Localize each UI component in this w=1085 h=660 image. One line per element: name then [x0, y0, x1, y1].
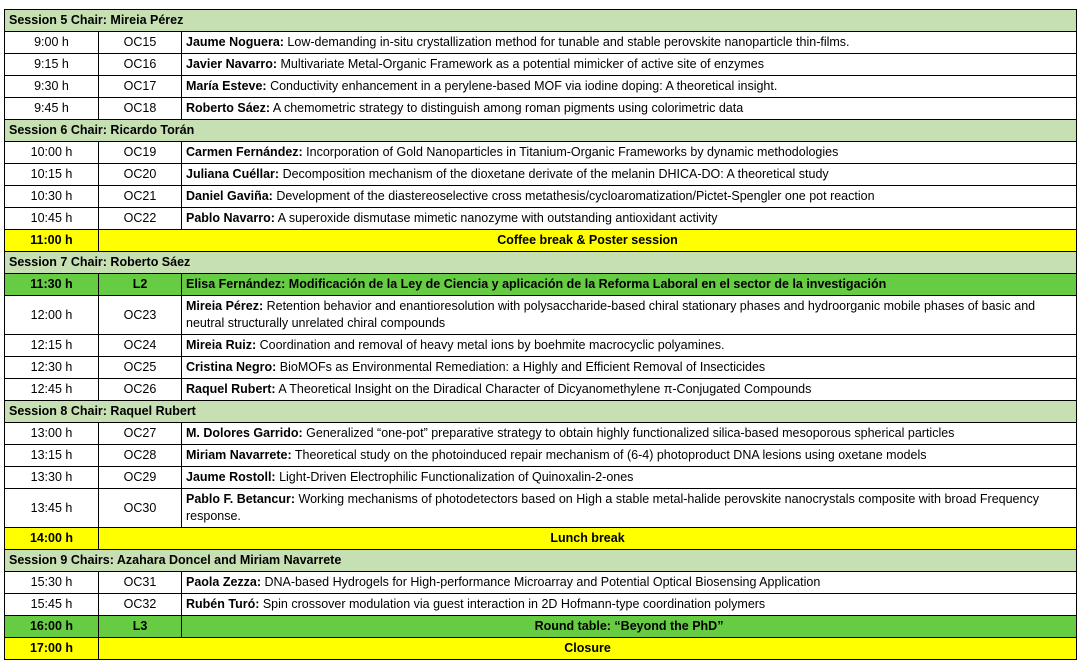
talk-speaker: Paola Zezza: — [186, 575, 262, 589]
talk-row — [5, 594, 1077, 616]
talk-title: Development of the diastereoselective cross metathesis/cycloaromatization/Pictet-Spengler one pot reaction — [272, 189, 875, 203]
talk-row — [5, 445, 1077, 467]
talk-cell — [182, 32, 1077, 54]
talk-speaker: Mireia Ruiz: — [186, 338, 257, 352]
talk-title: Theoretical study on the photoinduced repair mechanism of (6-4) photoproduct DNA lesions using oxetane models — [291, 448, 927, 462]
talk-cell — [182, 142, 1077, 164]
talk-title: Generalized “one-pot” preparative strategy to obtain highly functionalized silica-based mesoporous spherical particles — [302, 426, 955, 440]
talk-cell — [182, 379, 1077, 401]
talk-time: 13:15 h — [5, 445, 99, 467]
talk-row — [5, 572, 1077, 594]
lecture-title: Round table: “Beyond the PhD” — [182, 616, 1077, 638]
talk-cell — [182, 489, 1077, 528]
talk-title: Multivariate Metal-Organic Framework as a potential mimicker of active site of enzymes — [277, 57, 765, 71]
talk-title: A Theoretical Insight on the Diradical Character of Dicyanomethylene π-Conjugated Compounds — [275, 382, 812, 396]
talk-speaker: Raquel Rubert: — [186, 382, 276, 396]
lecture-title: Elisa Fernández: Modificación de la Ley de Ciencia y aplicación de la Reforma Laboral en el sector de la investigación — [182, 274, 1077, 296]
talk-cell — [182, 335, 1077, 357]
talk-row — [5, 54, 1077, 76]
talk-row — [5, 76, 1077, 98]
talk-title: Light-Driven Electrophilic Functionalization of Quinoxalin-2-ones — [275, 470, 634, 484]
talk-time: 10:45 h — [5, 208, 99, 230]
session-header-row — [5, 10, 1077, 32]
lecture-code: L2 — [99, 274, 182, 296]
talk-time: 10:15 h — [5, 164, 99, 186]
talk-speaker: Miriam Navarrete: — [186, 448, 292, 462]
talk-speaker: María Esteve: — [186, 79, 267, 93]
schedule-table — [4, 9, 1077, 660]
talk-speaker: Carmen Fernández: — [186, 145, 303, 159]
talk-code: OC29 — [99, 467, 182, 489]
session-header-row — [5, 252, 1077, 274]
talk-code: OC19 — [99, 142, 182, 164]
schedule-table-wrapper — [4, 9, 1077, 660]
talk-speaker: Rubén Turó: — [186, 597, 260, 611]
talk-cell — [182, 594, 1077, 616]
talk-row — [5, 379, 1077, 401]
talk-cell — [182, 54, 1077, 76]
talk-time: 15:30 h — [5, 572, 99, 594]
talk-code: OC26 — [99, 379, 182, 401]
talk-title: Retention behavior and enantioresolution with polysaccharide-based chiral stationary phases and hydroorganic mobile phases of basic and neutral structurally unrelated chiral compounds — [186, 299, 1036, 330]
talk-row — [5, 208, 1077, 230]
break-time: 11:00 h — [5, 230, 99, 252]
talk-title: Low-demanding in-situ crystallization method for tunable and stable perovskite nanoparticle thin-films. — [283, 35, 850, 49]
talk-title: Coordination and removal of heavy metal ions by boehmite macrocyclic polyamines. — [256, 338, 725, 352]
talk-cell — [182, 467, 1077, 489]
session-title: Session 5 Chair: Mireia Pérez — [5, 10, 1077, 32]
talk-cell — [182, 76, 1077, 98]
talk-code: OC30 — [99, 489, 182, 528]
talk-cell — [182, 445, 1077, 467]
talk-speaker: Jaume Rostoll: — [186, 470, 276, 484]
talk-title: A chemometric strategy to distinguish among roman pigments using colorimetric data — [270, 101, 744, 115]
talk-speaker: M. Dolores Garrido: — [186, 426, 303, 440]
talk-time: 12:00 h — [5, 296, 99, 335]
talk-row — [5, 98, 1077, 120]
session-header-row — [5, 401, 1077, 423]
talk-code: OC21 — [99, 186, 182, 208]
talk-time: 13:00 h — [5, 423, 99, 445]
talk-time: 13:45 h — [5, 489, 99, 528]
session-header-row — [5, 550, 1077, 572]
lecture-row — [5, 274, 1077, 296]
talk-row — [5, 164, 1077, 186]
talk-speaker: Jaume Noguera: — [186, 35, 284, 49]
talk-code: OC24 — [99, 335, 182, 357]
talk-time: 9:45 h — [5, 98, 99, 120]
talk-title: Decomposition mechanism of the dioxetane derivate of the melanin DHICA-DO: A theoretical study — [279, 167, 829, 181]
talk-row — [5, 335, 1077, 357]
talk-cell — [182, 296, 1077, 335]
talk-title: Spin crossover modulation via guest interaction in 2D Hofmann-type coordination polymers — [259, 597, 766, 611]
talk-code: OC23 — [99, 296, 182, 335]
talk-row — [5, 186, 1077, 208]
talk-cell — [182, 423, 1077, 445]
talk-speaker: Roberto Sáez: — [186, 101, 271, 115]
talk-row — [5, 296, 1077, 335]
talk-title: Working mechanisms of photodetectors based on High a stable metal-halide perovskite nanocrystals composite with broad Frequency response. — [186, 492, 1039, 523]
talk-speaker: Pablo Navarro: — [186, 211, 275, 225]
talk-title: Incorporation of Gold Nanoparticles in Titanium-Organic Frameworks by dynamic methodologies — [302, 145, 839, 159]
talk-time: 10:00 h — [5, 142, 99, 164]
break-row — [5, 638, 1077, 660]
talk-cell — [182, 164, 1077, 186]
talk-time: 13:30 h — [5, 467, 99, 489]
talk-title: DNA-based Hydrogels for High-performance Microarray and Potential Optical Biosensing Application — [261, 575, 821, 589]
talk-time: 10:30 h — [5, 186, 99, 208]
session-title: Session 7 Chair: Roberto Sáez — [5, 252, 1077, 274]
talk-cell — [182, 186, 1077, 208]
break-time: 17:00 h — [5, 638, 99, 660]
break-row — [5, 230, 1077, 252]
session-title: Session 6 Chair: Ricardo Torán — [5, 120, 1077, 142]
talk-speaker: Juliana Cuéllar: — [186, 167, 280, 181]
talk-speaker: Daniel Gaviña: — [186, 189, 273, 203]
talk-speaker: Mireia Pérez: — [186, 299, 264, 313]
talk-time: 12:15 h — [5, 335, 99, 357]
talk-code: OC27 — [99, 423, 182, 445]
talk-code: OC18 — [99, 98, 182, 120]
lecture-row — [5, 616, 1077, 638]
break-label: Lunch break — [99, 528, 1077, 550]
talk-code: OC22 — [99, 208, 182, 230]
talk-code: OC16 — [99, 54, 182, 76]
talk-cell — [182, 572, 1077, 594]
lecture-time: 11:30 h — [5, 274, 99, 296]
talk-time: 12:30 h — [5, 357, 99, 379]
talk-code: OC31 — [99, 572, 182, 594]
break-label: Closure — [99, 638, 1077, 660]
lecture-time: 16:00 h — [5, 616, 99, 638]
talk-code: OC32 — [99, 594, 182, 616]
talk-row — [5, 32, 1077, 54]
talk-row — [5, 423, 1077, 445]
talk-row — [5, 357, 1077, 379]
talk-code: OC20 — [99, 164, 182, 186]
talk-speaker: Javier Navarro: — [186, 57, 278, 71]
talk-title: A superoxide dismutase mimetic nanozyme with outstanding antioxidant activity — [274, 211, 718, 225]
talk-row — [5, 489, 1077, 528]
talk-time: 9:00 h — [5, 32, 99, 54]
talk-cell — [182, 98, 1077, 120]
talk-code: OC25 — [99, 357, 182, 379]
talk-speaker: Cristina Negro: — [186, 360, 277, 374]
talk-speaker: Pablo F. Betancur: — [186, 492, 296, 506]
lecture-code: L3 — [99, 616, 182, 638]
session-title: Session 8 Chair: Raquel Rubert — [5, 401, 1077, 423]
talk-title: Conductivity enhancement in a perylene-based MOF via iodine doping: A theoretical insight. — [266, 79, 778, 93]
break-row — [5, 528, 1077, 550]
session-header-row — [5, 120, 1077, 142]
talk-code: OC15 — [99, 32, 182, 54]
break-label: Coffee break & Poster session — [99, 230, 1077, 252]
talk-cell — [182, 208, 1077, 230]
session-title: Session 9 Chairs: Azahara Doncel and Miriam Navarrete — [5, 550, 1077, 572]
talk-code: OC28 — [99, 445, 182, 467]
break-time: 14:00 h — [5, 528, 99, 550]
talk-row — [5, 467, 1077, 489]
talk-time: 15:45 h — [5, 594, 99, 616]
talk-time: 9:30 h — [5, 76, 99, 98]
talk-title: BioMOFs as Environmental Remediation: a Highly and Efficient Removal of Insecticides — [276, 360, 766, 374]
talk-cell — [182, 357, 1077, 379]
talk-code: OC17 — [99, 76, 182, 98]
talk-time: 12:45 h — [5, 379, 99, 401]
talk-time: 9:15 h — [5, 54, 99, 76]
talk-row — [5, 142, 1077, 164]
